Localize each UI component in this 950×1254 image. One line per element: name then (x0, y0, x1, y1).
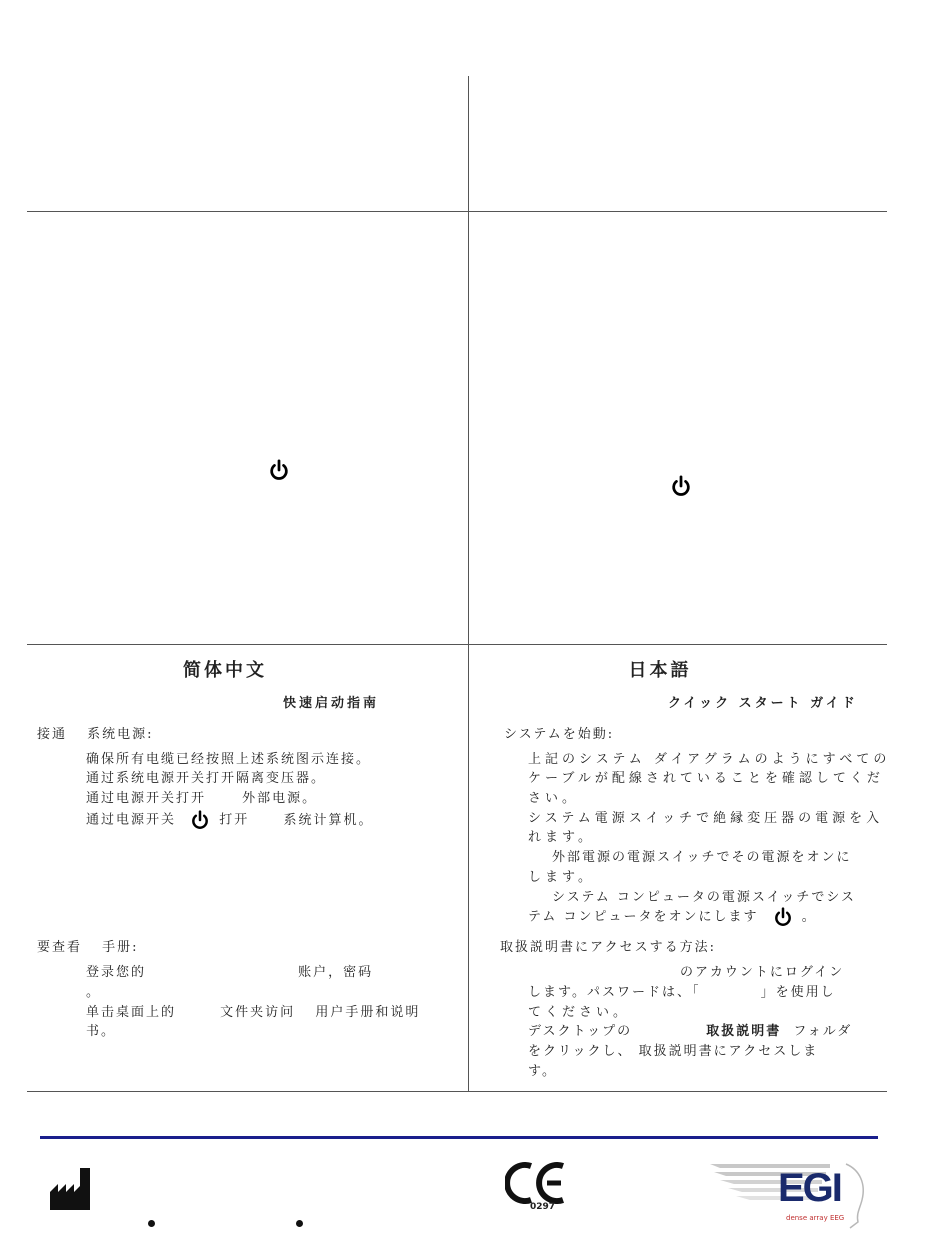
zh-title: 简体中文 (183, 660, 267, 681)
zh-manual-step-1-b: 账户，密码 (298, 965, 374, 980)
ja-line-3: さい。 (528, 791, 580, 806)
ja-line-8: システム コンピュータの電源スイッチでシス (552, 890, 856, 905)
ja-subtitle: クイック スタート ガイド (668, 696, 858, 711)
egi-logo (710, 1160, 868, 1232)
ja-manual-line-2 (528, 984, 836, 1002)
egi-logo-tagline: dense array EEG (786, 1214, 845, 1222)
ja-manual-line-5: をクリックし、 取扱説明書にアクセスしま (528, 1044, 819, 1059)
power-icon (268, 459, 290, 481)
ja-line-5: れます。 (528, 830, 595, 845)
zh-step-3-b: 外部电源。 (242, 791, 318, 806)
zh-manual-heading (37, 939, 139, 957)
zh-start-heading-a: 接通 (37, 727, 68, 742)
ja-line-9-b: 。 (801, 909, 817, 925)
ja-line-7: します。 (528, 870, 595, 885)
ja-title: 日本語 (628, 660, 692, 681)
zh-step-3-a: 通过电源开关打开 (86, 791, 207, 806)
center-divider (468, 76, 469, 1091)
ja-line-2: ケーブルが配線されていることを確認してくだ (528, 771, 884, 786)
ja-line-4: システム電源スイッチで絶縁変圧器の電源を入 (528, 811, 884, 826)
zh-step-2: 通过系统电源开关打开隔离变压器。 (86, 771, 327, 786)
ja-manual-line-4-c: フォルダ (793, 1024, 853, 1039)
zh-subtitle: 快速启动指南 (283, 696, 380, 711)
bullet-dot (148, 1220, 155, 1227)
ja-line-6: 外部電源の電源スイッチでその電源をオンに (552, 850, 852, 865)
power-icon (670, 475, 692, 497)
power-icon (773, 907, 793, 927)
zh-manual-step-2-a: 单击桌面上的 (86, 1005, 177, 1020)
ja-line-1: 上記のシステム ダイアグラムのようにすべての (528, 752, 891, 767)
zh-manual-step-2-c: 用户手册和说明 (315, 1005, 421, 1020)
divider-row-2 (27, 644, 887, 645)
zh-manual-step-1-end: 。 (86, 985, 102, 1000)
ce-number: 0297 (530, 1202, 556, 1212)
zh-manual-heading-a: 要查看 (37, 940, 83, 955)
manufacturer-icon (50, 1166, 90, 1210)
zh-manual-step-2-end: 书。 (86, 1024, 117, 1039)
zh-start-heading-b: 系统电源: (87, 727, 154, 742)
ja-line-9-a: テム コンピュータをオンにします (528, 909, 759, 925)
ja-manual-line-4 (528, 1023, 852, 1041)
ja-manual-line-4-a: デスクトップの (528, 1024, 633, 1039)
zh-step-1: 确保所有电缆已经按照上述系统图示连接。 (86, 752, 372, 767)
zh-step-4 (86, 810, 373, 830)
ja-manual-line-4-b: 取扱説明書 (706, 1024, 782, 1039)
power-icon (190, 810, 210, 830)
ja-manual-line-6: す。 (528, 1064, 557, 1079)
ja-manual-line-3: てください。 (528, 1005, 631, 1020)
zh-manual-step-1 (86, 964, 373, 982)
ja-manual-line-1: のアカウントにログイン (680, 965, 845, 980)
zh-manual-step-2-b: 文件夹访问 (220, 1005, 296, 1020)
zh-step-4-b: 打开 (219, 812, 250, 828)
ja-manual-heading: 取扱説明書にアクセスする方法: (500, 940, 716, 955)
zh-step-4-a: 通过电源开关 (86, 812, 177, 828)
zh-manual-heading-b: 手册: (102, 940, 139, 955)
footer-rule (40, 1136, 878, 1139)
ja-manual-line-2-a: します。パスワードは、「 (528, 985, 701, 1000)
ja-line-9 (528, 907, 817, 927)
divider-row-1 (27, 211, 887, 212)
zh-step-4-c: 系统计算机。 (283, 812, 374, 828)
zh-start-heading (37, 726, 154, 744)
ja-manual-line-2-b: 」を使用し (760, 985, 836, 1000)
zh-manual-step-1-a: 登录您的 (86, 965, 147, 980)
ce-mark-icon (505, 1162, 567, 1204)
ja-start-heading: システムを始動: (504, 727, 615, 742)
zh-manual-step-2 (86, 1004, 420, 1022)
zh-step-3 (86, 790, 317, 808)
bullet-dot (296, 1220, 303, 1227)
divider-row-3 (27, 1091, 887, 1092)
egi-logo-text: EGI (778, 1166, 841, 1210)
